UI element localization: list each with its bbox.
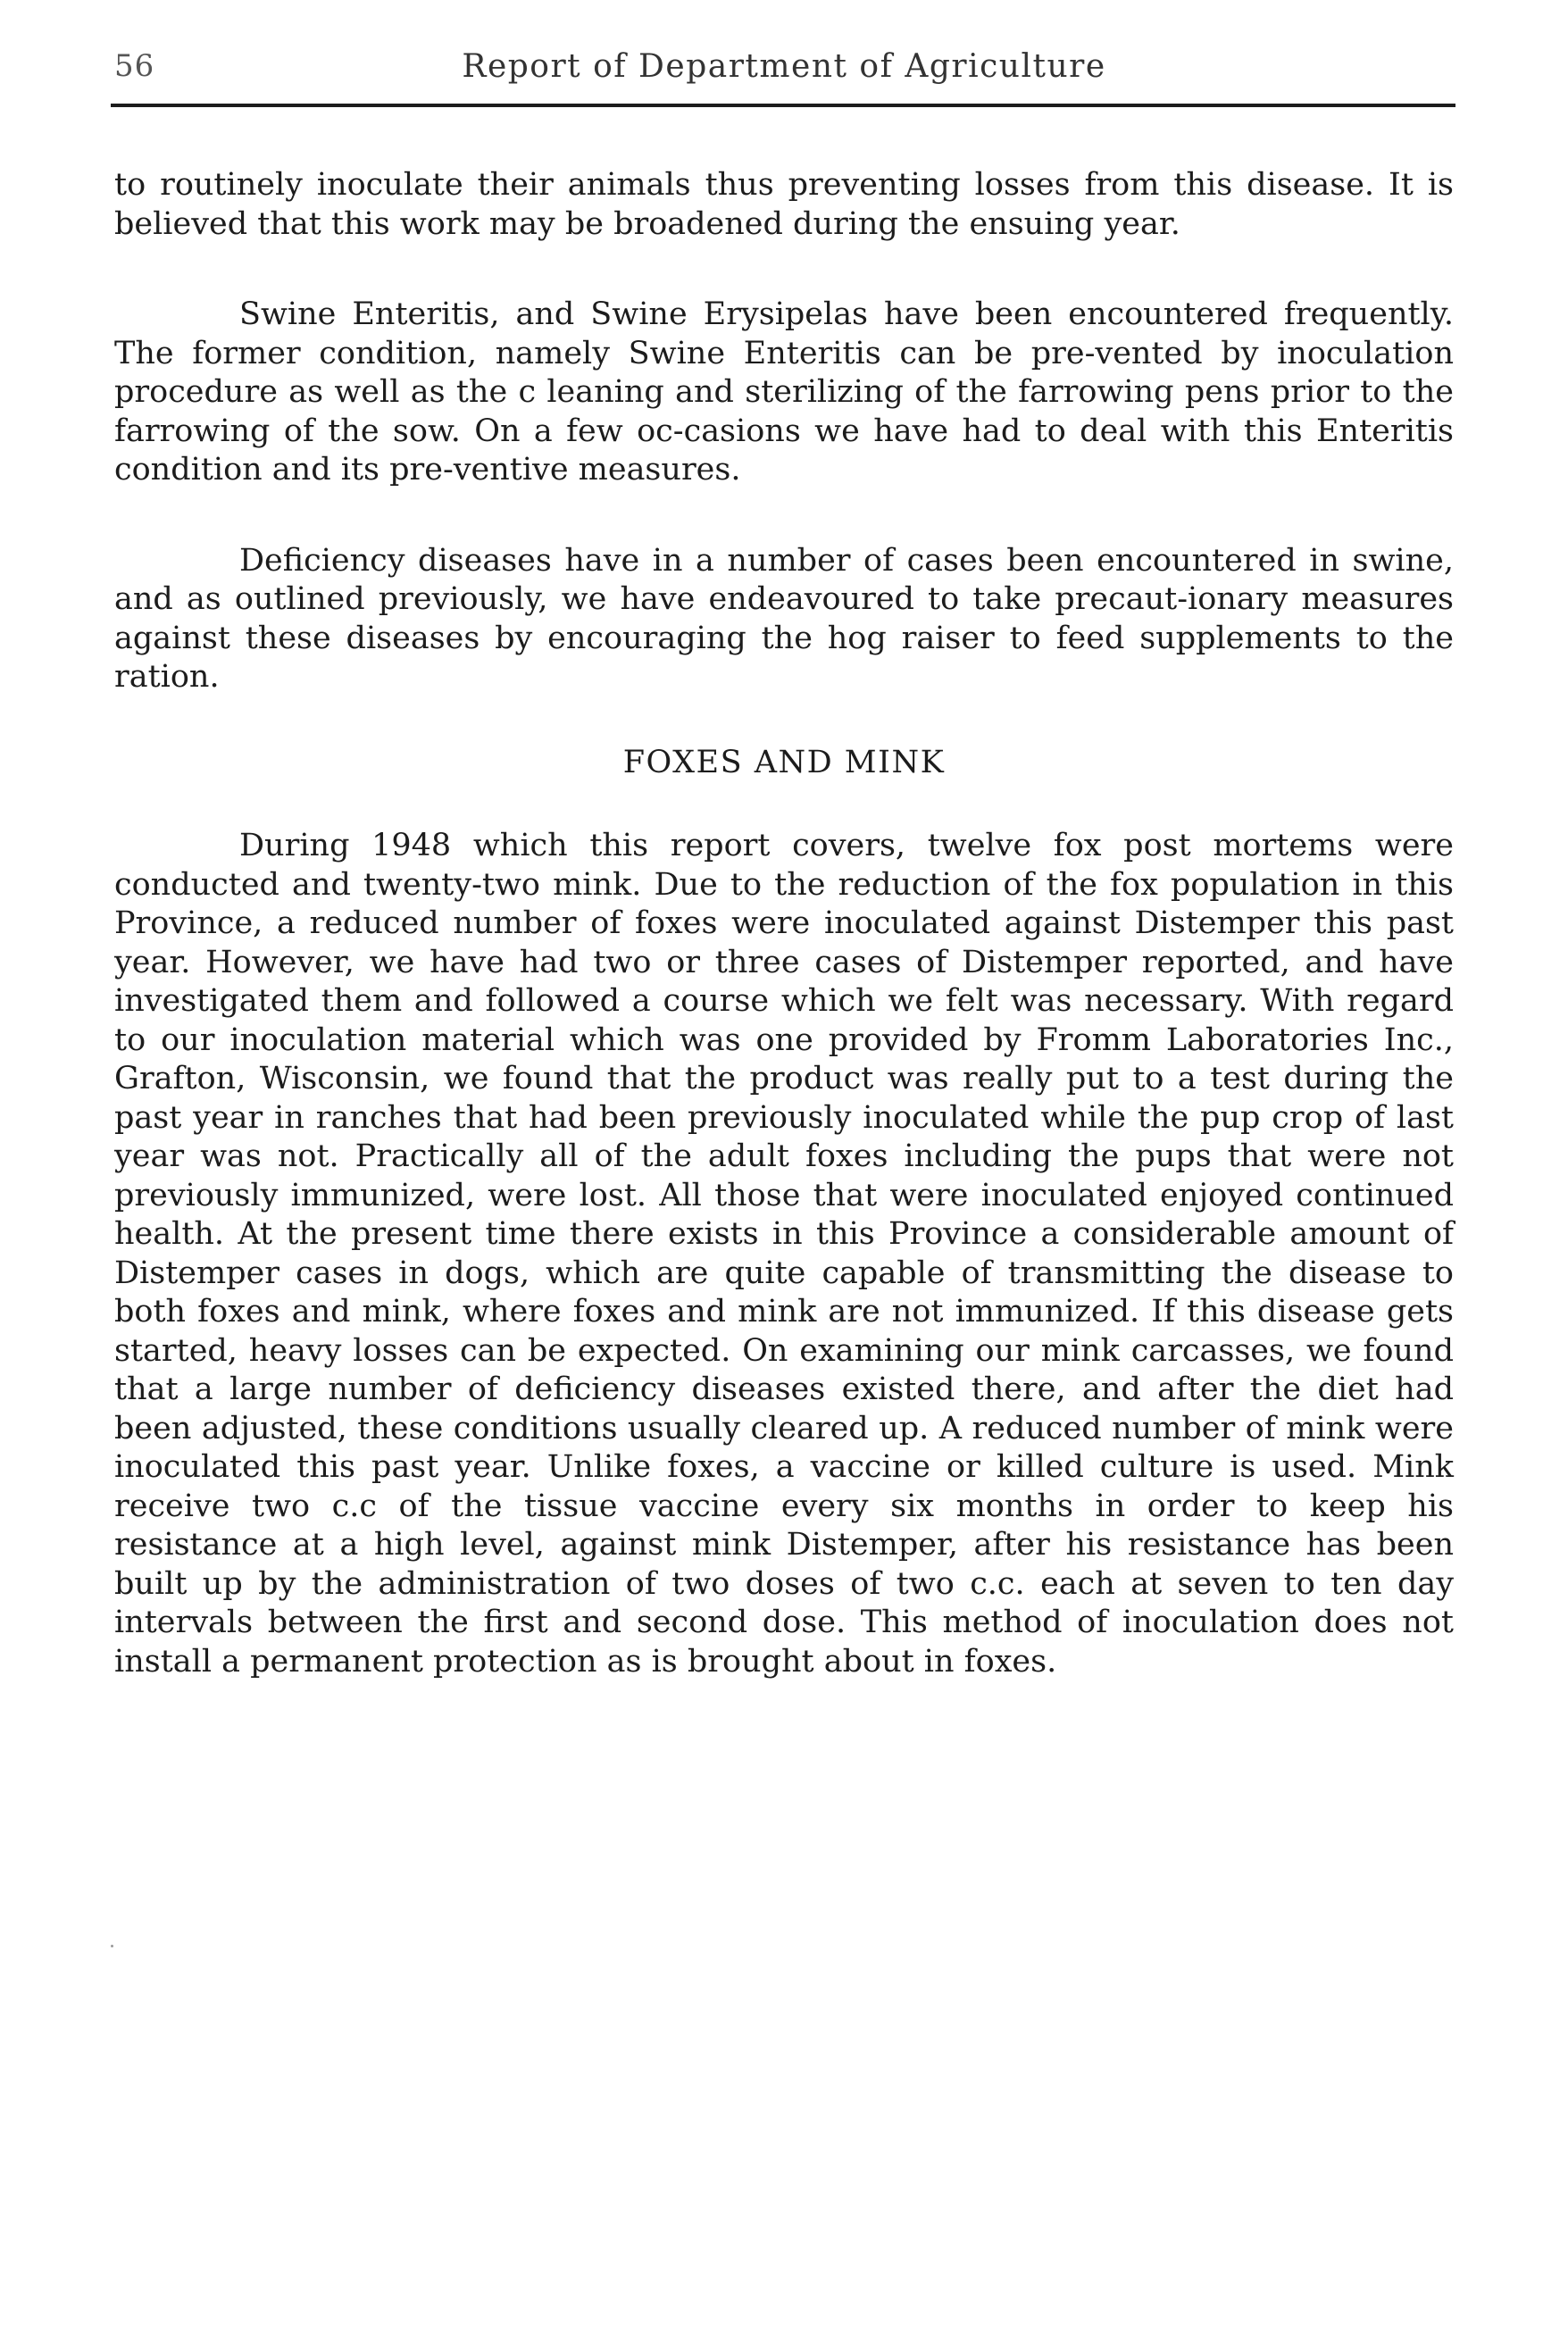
page-number: 56 [114,48,155,84]
page-header [114,39,1454,102]
paragraph-foxes-and-mink: During 1948 which this report covers, twelve fox post mortems were conducted and twenty-two mink. Due to the reduction of the fox population in this Province, a reduced number of foxes were inoculated against Distemper this past year. However, we have had two or three cases of Distemper reported, and have investigated them and followed a course which we felt was necessary. With regard to our inoculation material which was one provided by Fromm Laboratories Inc., Grafton, Wisconsin, we found that the product was really put to a test during the past year in ranches that had been previously inoculated while the pup crop of last year was not. Practically all of the adult foxes including the pups that were not previously immunized, were lost. All those that were inoculated enjoyed continued health. At the present time there exists in this Province a considerable amount of Distemper cases in dogs, which are quite capable of transmitting the disease to both foxes and mink, where foxes and mink are not immunized. If this disease gets started, heavy losses can be expected. On examining our mink carcasses, we found that a large number of deficiency diseases existed there, and after the diet had been adjusted, these conditions usually cleared up. A reduced number of mink were inoculated this past year. Unlike foxes, a vaccine or killed culture is used. Mink receive two c.c of the tissue vaccine every six months in order to keep his resistance at a high level, against mink Distemper, after his resistance has been built up by the administration of two doses of two c.c. each at seven to ten day intervals between the first and second dose. This method of inoculation does not install a permanent protection as is brought about in foxes. [114,828,1454,1680]
running-title: Report of Department of Agriculture [462,48,1106,85]
scan-speck [111,1945,113,1947]
body-text [114,166,1454,1681]
paragraph-continuation: to routinely inoculate their animals thus preventing losses from this disease. It is believed that this work may be broadened during the ensuing year. [114,167,1454,242]
paragraph-deficiency-diseases: Deficiency diseases have in a number of cases been encountered in swine, and as outlined previously, we have endeavoured to take precaut-ionary measures against these diseases by encouraging the hog raiser to feed supplements to the ration. [114,542,1454,695]
header-rule [111,104,1455,107]
paragraph-swine-enteritis: Swine Enteritis, and Swine Erysipelas have been encountered frequently. The former condition, namely Swine Enteritis can be pre-vented by inoculation procedure as well as the c leaning and sterilizing of the farrowing pens prior to the farrowing of the sow. On a few oc-casions we have had to deal with this Enteritis condition and its pre-ventive measures. [114,296,1454,488]
section-heading-foxes-and-mink: FOXES AND MINK [622,744,946,780]
